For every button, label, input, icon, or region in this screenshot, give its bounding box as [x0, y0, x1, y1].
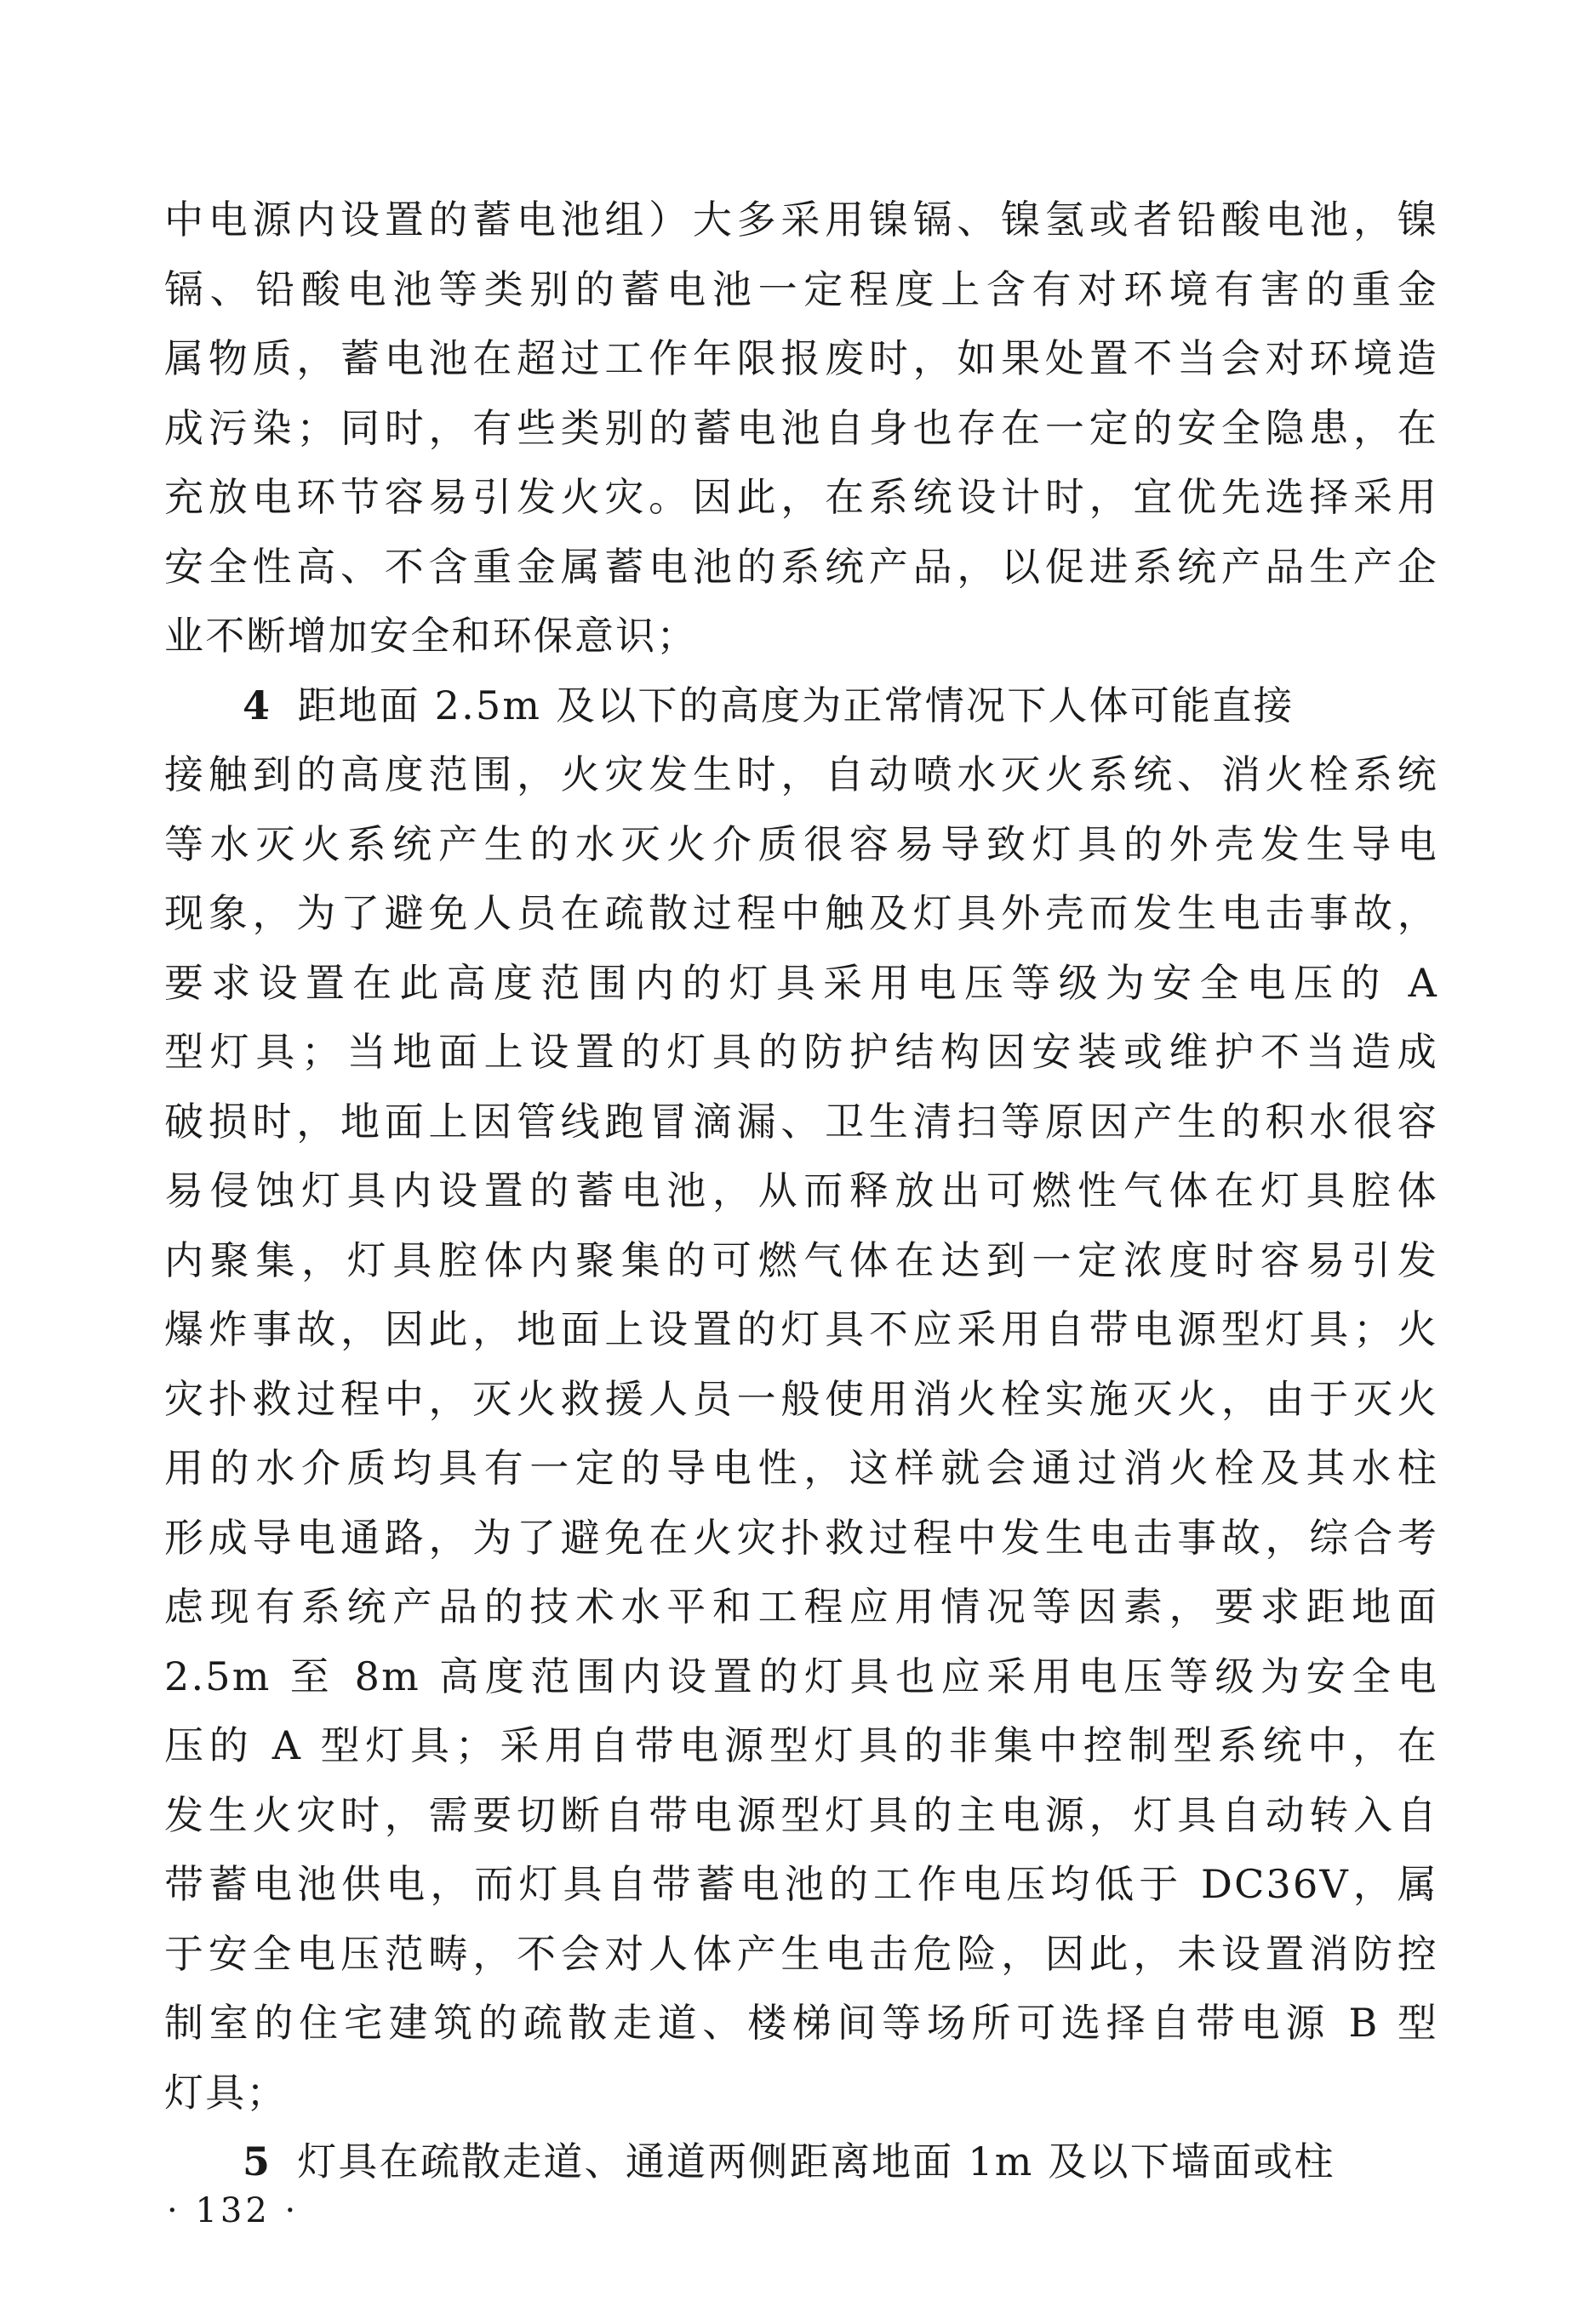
folio-dot-right: ·: [284, 2191, 300, 2230]
text-line: 型灯具；当地面上设置的灯具的防护结构因安装或维护不当造成: [164, 1029, 1438, 1075]
text-line: 安全性高、不含重金属蓄电池的系统产品，以促进系统产品生产企: [164, 543, 1438, 590]
folio-dot-left: ·: [167, 2191, 181, 2230]
text-line-item-4: [164, 671, 1438, 741]
item-number: 4: [243, 682, 272, 728]
text-line: 灯具；: [164, 2069, 288, 2116]
item-text: 距地面 2.5m 及以下的高度为正常情况下人体可能直接: [297, 682, 1295, 728]
text-line: 属物质，蓄电池在超过工作年限报废时，如果处置不当会对环境造: [164, 335, 1438, 381]
text-line: 要求设置在此高度范围内的灯具采用电压等级为安全电压的 A: [164, 959, 1438, 1006]
text-line: 带蓄电池供电，而灯具自带蓄电池的工作电压均低于 DC36V，属: [164, 1861, 1438, 1907]
text-line: 发生火灾时，需要切断自带电源型灯具的主电源，灯具自动转入自: [164, 1791, 1438, 1838]
text-line: 等水灭火系统产生的水灭火介质很容易导致灯具的外壳发生导电: [164, 820, 1438, 867]
page-number: [167, 2191, 299, 2230]
text-line: 破损时，地面上因管线跑冒滴漏、卫生清扫等原因产生的积水很容: [164, 1098, 1438, 1145]
text-line: 爆炸事故，因此，地面上设置的灯具不应采用自带电源型灯具；火: [164, 1306, 1438, 1352]
text-line: 接触到的高度范围，火灾发生时，自动喷水灭火系统、消火栓系统: [164, 751, 1438, 797]
text-line: 虑现有系统产品的技术水平和工程应用情况等因素，要求距地面: [164, 1584, 1438, 1630]
text-line: 易侵蚀灯具内设置的蓄电池，从而释放出可燃性气体在灯具腔体: [164, 1168, 1438, 1213]
text-line: 用的水介质均具有一定的导电性，这样就会通过消火栓及其水柱: [164, 1445, 1438, 1491]
text-line: 灾扑救过程中，灭火救援人员一般使用消火栓实施灭火，由于灭火: [164, 1375, 1438, 1422]
text-line: 充放电环节容易引发火灾。因此，在系统设计时，宜优先选择采用: [164, 474, 1438, 520]
item-text: 灯具在疏散走道、通道两侧距离地面 1m 及以下墙面或柱: [297, 2138, 1335, 2184]
page-number-value: 132: [195, 2191, 271, 2230]
body-text: [164, 186, 1438, 2197]
text-line: 压的 A 型灯具；采用自带电源型灯具的非集中控制型系统中，在: [164, 1722, 1438, 1768]
text-line-item-5: [164, 2127, 1438, 2197]
text-line: 于安全电压范畴，不会对人体产生电击危险，因此，未设置消防控: [164, 1930, 1438, 1977]
text-line: 中电源内设置的蓄电池组）大多采用镍镉、镍氢或者铅酸电池，镍: [164, 197, 1438, 243]
item-number: 5: [243, 2138, 272, 2184]
text-line: 2.5m 至 8m 高度范围内设置的灯具也应采用电压等级为安全电: [164, 1653, 1438, 1699]
text-line: 现象，为了避免人员在疏散过程中触及灯具外壳而发生电击事故，: [164, 890, 1438, 936]
text-line: 业不断增加安全和环保意识；: [164, 613, 698, 659]
text-line: 成污染；同时，有些类别的蓄电池自身也存在一定的安全隐患，在: [164, 404, 1438, 451]
text-line: 制室的住宅建筑的疏散走道、楼梯间等场所可选择自带电源 B 型: [164, 2000, 1438, 2046]
text-line: 形成导电通路，为了避免在火灾扑救过程中发生电击事故，综合考: [164, 1514, 1438, 1561]
text-line: 镉、铅酸电池等类别的蓄电池一定程度上含有对环境有害的重金: [164, 266, 1438, 312]
text-line: 内聚集，灯具腔体内聚集的可燃气体在达到一定浓度时容易引发: [164, 1236, 1438, 1283]
